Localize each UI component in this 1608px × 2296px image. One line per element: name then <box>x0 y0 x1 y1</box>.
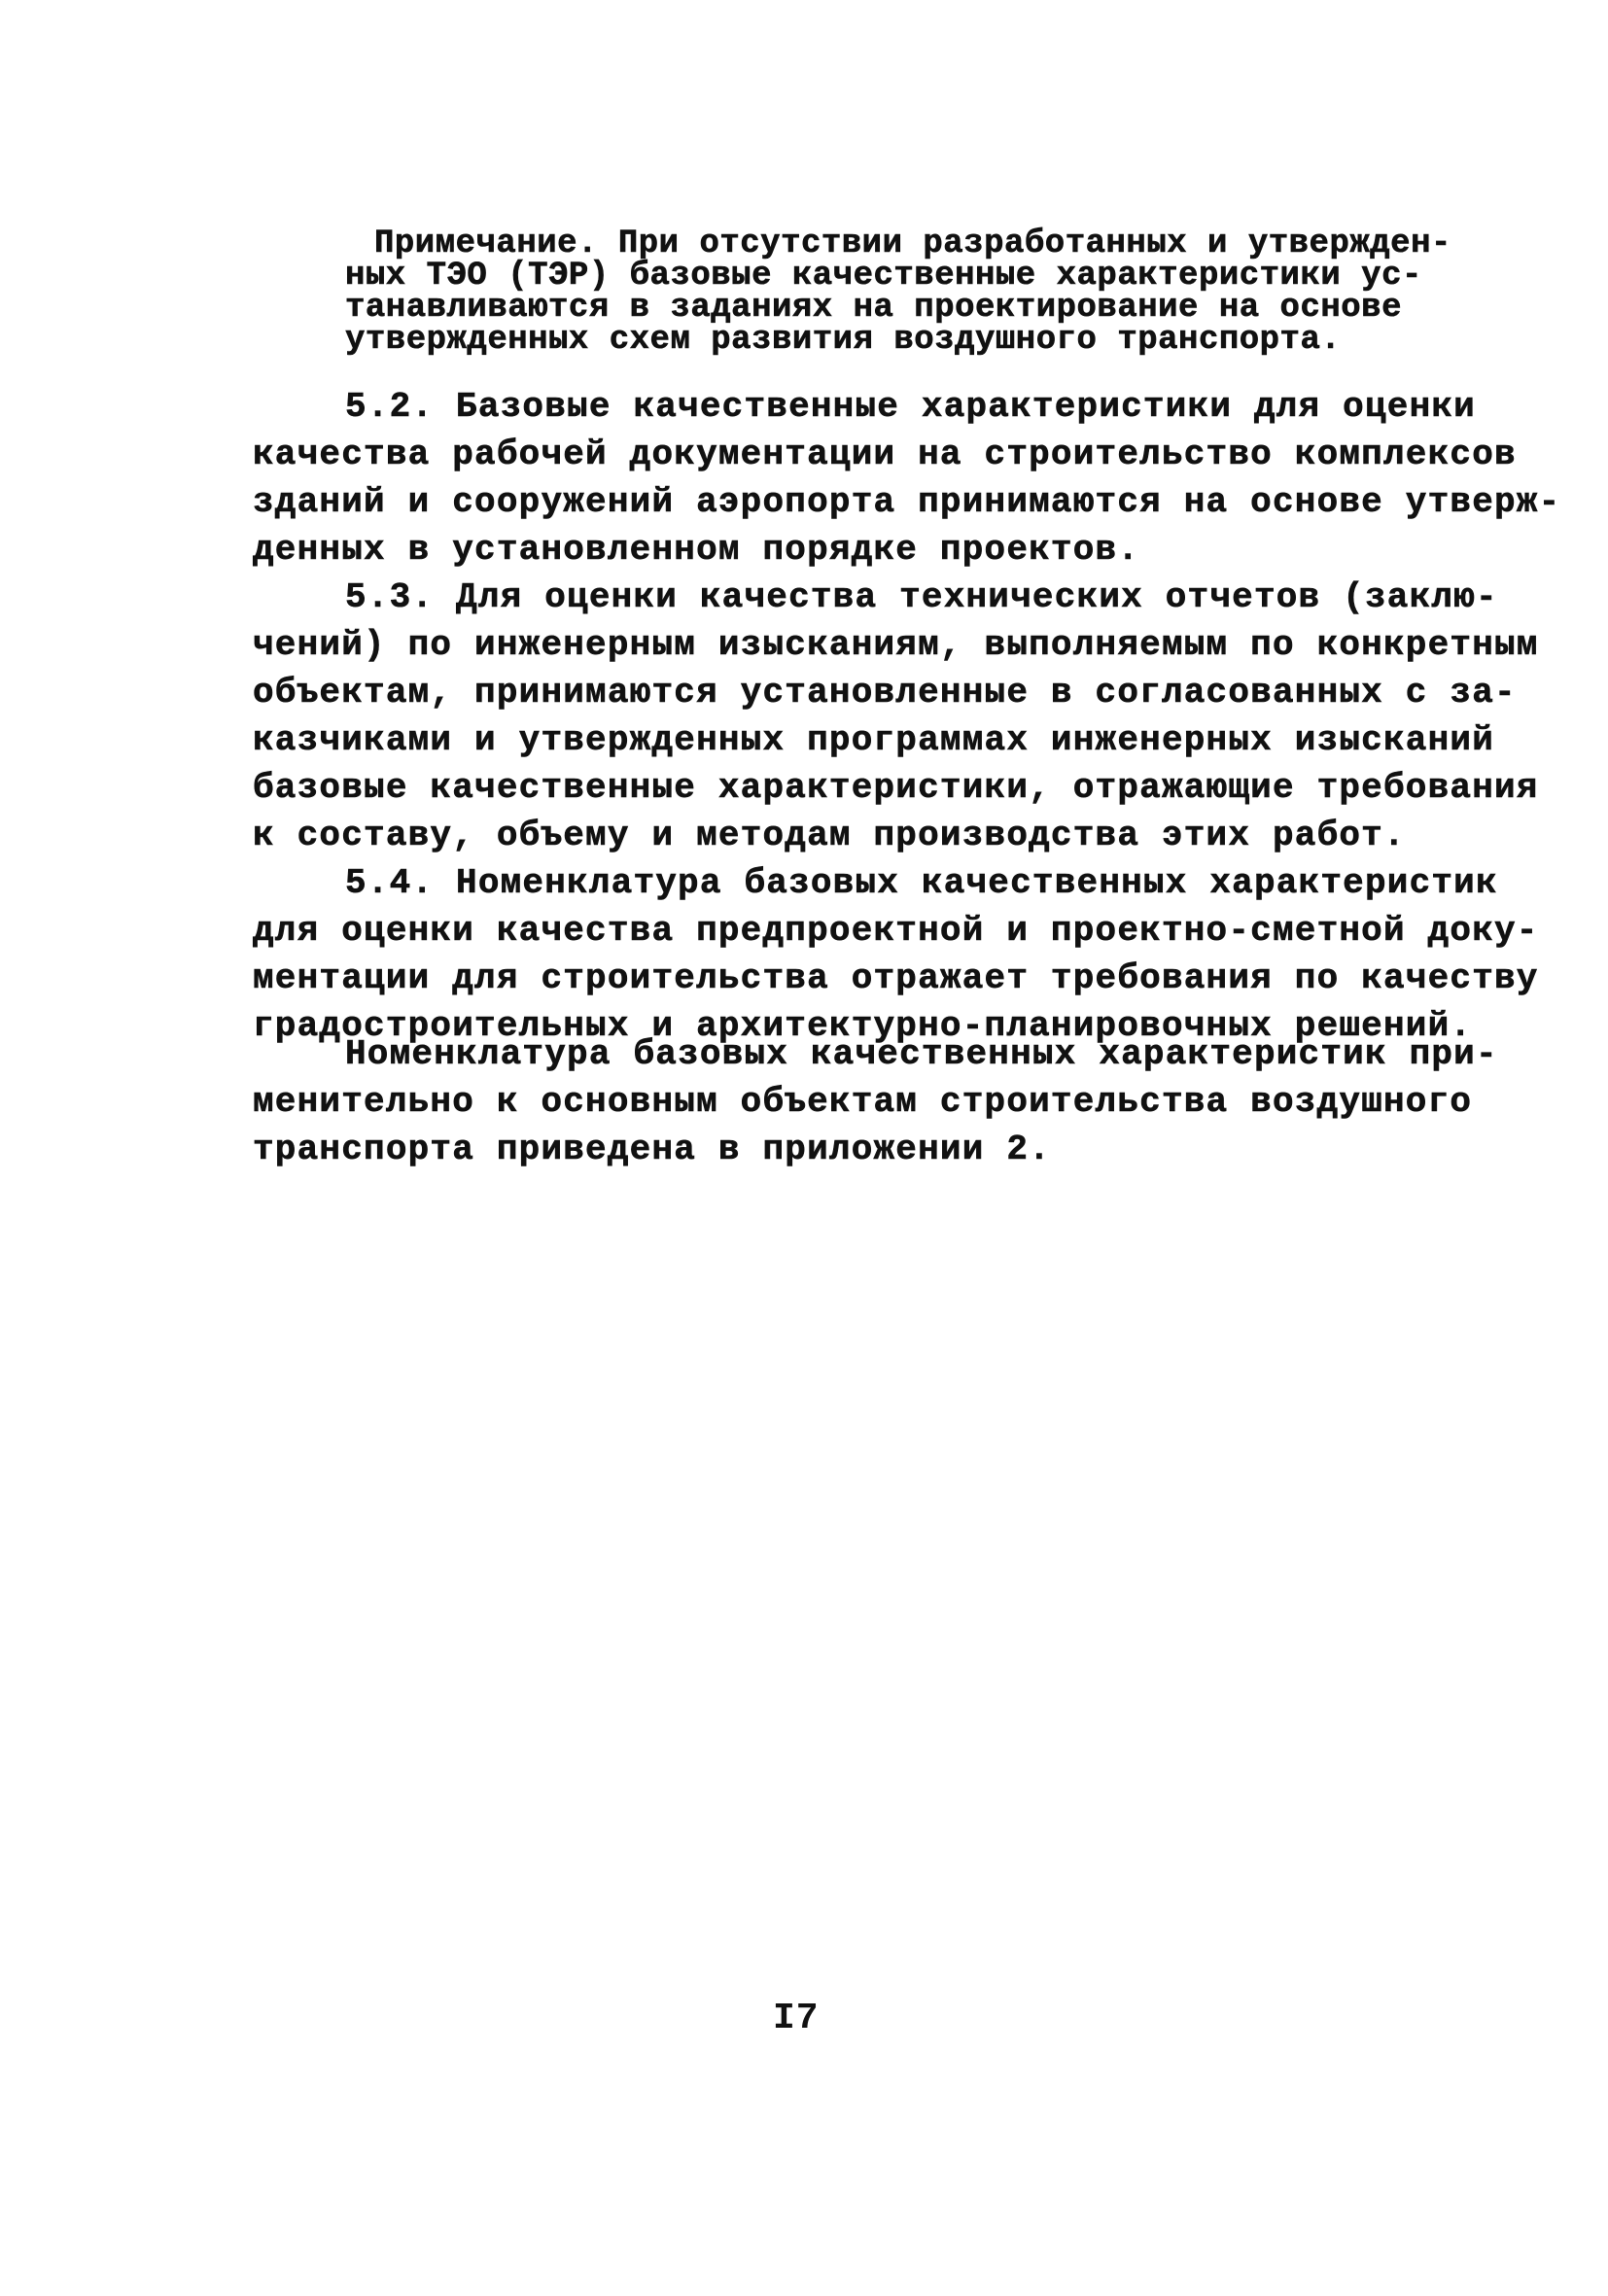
paragraph-line: менительно к основным объектам строительства воздушного <box>253 1082 1473 1122</box>
paragraph-line: к составу, объему и методам производства этих работ. <box>253 816 1406 855</box>
paragraph-line: транспорта приведена в приложении 2. <box>253 1130 1051 1169</box>
paragraph-line: для оценки качества предпроектной и проектно-сметной доку- <box>253 911 1539 951</box>
page-number: I7 <box>773 1998 820 2039</box>
paragraph-line: 5.4. Номенклатура базовых качественных характеристик <box>345 863 1498 903</box>
paragraph-line: денных в установленном порядке проектов. <box>253 530 1140 570</box>
paragraph-line: качества рабочей документации на строительство комплексов <box>253 435 1517 474</box>
paragraph-line: чений) по инженерным изысканиям, выполняемым по конкретным <box>253 625 1539 665</box>
paragraph-line: Номенклатура базовых качественных характеристик при- <box>345 1034 1498 1074</box>
paragraph-line: объектам, принимаются установленные в согласованных с за- <box>253 673 1517 713</box>
paragraph-line: 5.2. Базовые качественные характеристики для оценки <box>345 387 1476 427</box>
note-line: ных ТЭО (ТЭР) базовые качественные характеристики ус- <box>345 258 1422 295</box>
paragraph-line: градостроительных и архитектурно-планировочных решений. <box>253 1006 1473 1046</box>
note-line: утвержденных схем развития воздушного транспорта. <box>345 322 1342 359</box>
paragraph-line: казчиками и утвержденных программах инженерных изысканий <box>253 720 1494 760</box>
paragraph-line: ментации для строительства отражает требования по качеству <box>253 958 1539 998</box>
note-line: Примечание. При отсутствии разработанных и утвержден- <box>374 226 1451 262</box>
note-line: танавливаются в заданиях на проектирование на основе <box>345 290 1402 327</box>
paragraph-line: 5.3. Для оценки качества технических отчетов (заклю- <box>345 577 1498 617</box>
paragraph-line: зданий и сооружений аэропорта принимаются на основе утверж- <box>253 482 1561 522</box>
paragraph-line: базовые качественные характеристики, отражающие требования <box>253 768 1539 808</box>
